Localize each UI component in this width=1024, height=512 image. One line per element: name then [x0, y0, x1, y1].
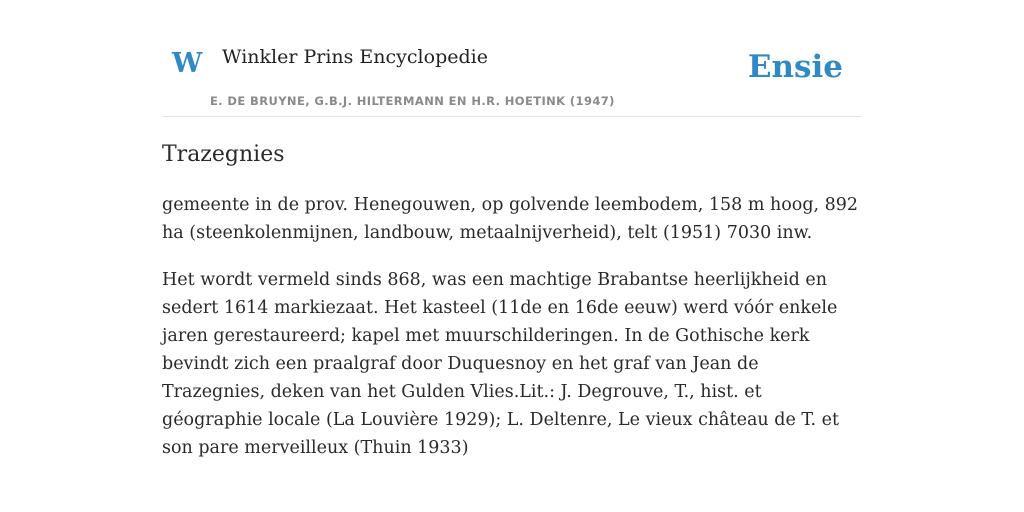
article-title: Trazegnies	[162, 142, 285, 167]
brand-logo[interactable]: Ensie	[747, 49, 843, 85]
publication-authors: E. DE BRUYNE, G.B.J. HILTERMANN EN H.R. HOETINK (1947)	[210, 94, 615, 108]
article-paragraph-1: gemeente in de prov. Henegouwen, op golvende leembodem, 158 m hoog, 892 ha (steenkolenmijnen, landbouw, metaalnijverheid), telt (1951) 7030 inw.	[162, 194, 859, 243]
publication-title[interactable]: Winkler Prins Encyclopedie	[222, 46, 488, 68]
page-container	[162, 0, 862, 462]
publication-logo[interactable]: W	[172, 48, 203, 79]
publication-header	[162, 0, 862, 117]
article-paragraph-2: Het wordt vermeld sinds 868, was een machtige Brabantse heerlijkheid en sedert 1614 markiezaat. Het kasteel (11de en 16de eeuw) werd vóór enkele jaren gerestaureerd; kapel met muurschilderingen. In de Gothische kerk bevindt zich een praalgraf door Duquesnoy en het graf van Jean de Trazegnies, deken van het Gulden Vlies.Lit.: J. Degrouve, T., hist. et géographie locale (La Louvière 1929); L. Deltenre, Le vieux château de T. et son pare merveilleux (Thuin 1933)	[162, 269, 840, 458]
